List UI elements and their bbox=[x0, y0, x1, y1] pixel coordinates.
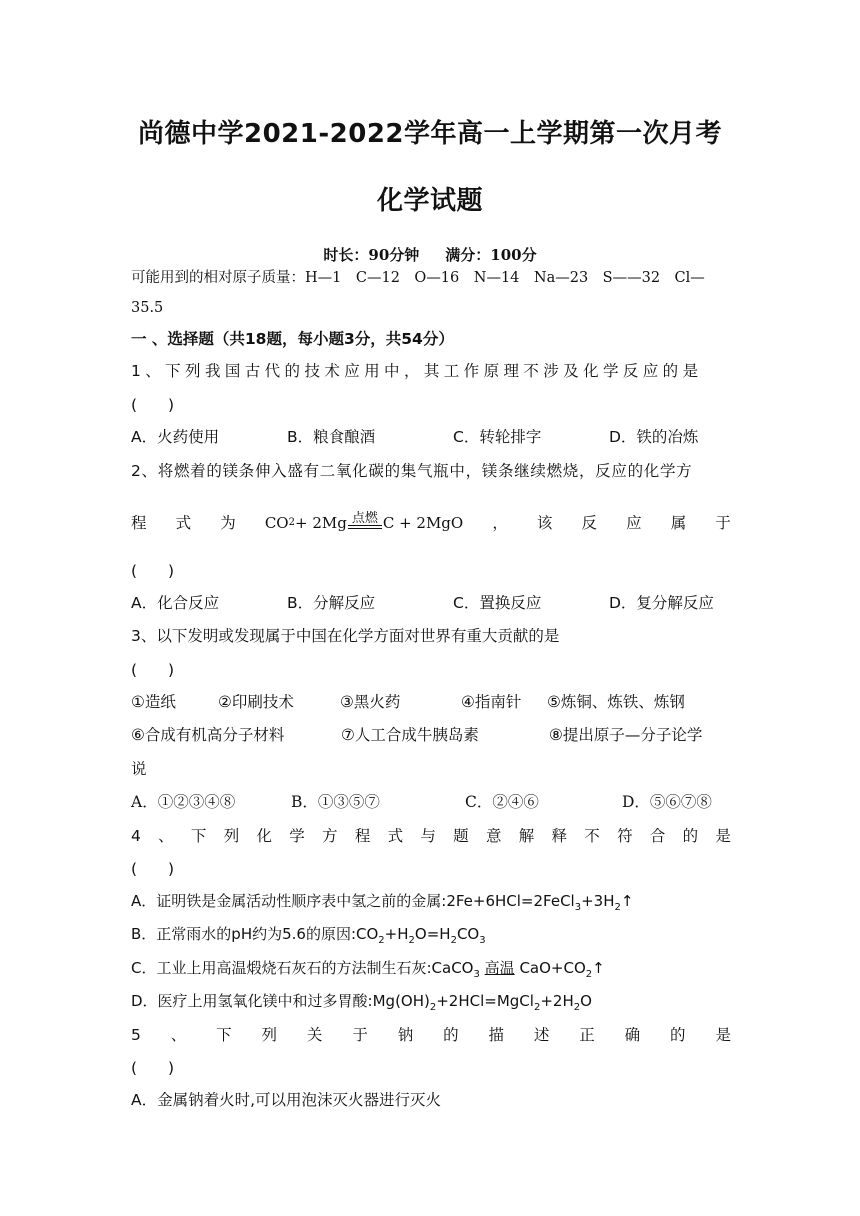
stem-char: 钠 bbox=[397, 1026, 414, 1044]
q4-b-text4: CO bbox=[456, 925, 480, 943]
q2-word: 反 bbox=[581, 514, 598, 532]
q4-option-d[interactable] bbox=[131, 990, 731, 1019]
q3-item: ⑤炼铜、炼铁、炼钢 bbox=[547, 693, 685, 711]
q3-item: ⑧提出原子—分子论学 bbox=[549, 726, 703, 744]
stem-char: 不 bbox=[584, 827, 600, 845]
q2-eq-left-sub: 2 bbox=[288, 517, 295, 528]
q4-d-sub: 2 bbox=[429, 1002, 437, 1013]
q1-paren: ( ) bbox=[131, 396, 175, 414]
atomic-masses-line1: 可能用到的相对原子质量：H—1 C—12 O—16 N—14 Na—23 S——32 Cl— bbox=[131, 270, 705, 286]
q4-c-sub: 3 bbox=[473, 969, 480, 980]
stem-char: 学 bbox=[289, 827, 305, 845]
q5-option-a[interactable]: A．金属钠着火时,可以用泡沫灭火器进行灭火 bbox=[131, 1091, 442, 1109]
stem-char: 于 bbox=[352, 1026, 368, 1044]
exam-subtitle: 化学试题 bbox=[376, 186, 483, 216]
q4-c-condition: 高温 bbox=[484, 959, 515, 977]
stem-char: 式 bbox=[387, 827, 404, 845]
stem-char: 解 bbox=[518, 827, 535, 845]
stem-char: 释 bbox=[551, 827, 568, 845]
q4-d-text4: O bbox=[580, 992, 592, 1010]
stem-char: 与 bbox=[420, 827, 436, 845]
q4-b-sub: 2 bbox=[378, 935, 385, 946]
q4-b-text: B．正常雨水的pH约为5.6的原因:CO bbox=[131, 925, 379, 943]
q4-b-text3: O=H bbox=[414, 925, 451, 943]
stem-char: 程 bbox=[354, 827, 371, 845]
q2-word: 属 bbox=[670, 514, 687, 532]
q3-option-c[interactable]: C．②④⑥ bbox=[465, 793, 539, 811]
stem-char: 是 bbox=[715, 1026, 731, 1044]
q2-word: 为 bbox=[220, 514, 236, 532]
q3-item: ①造纸 bbox=[131, 693, 176, 711]
q5-stem bbox=[131, 1024, 731, 1046]
q4-d-sub2: 2 bbox=[533, 1002, 541, 1013]
q4-a-sub: 3 bbox=[574, 902, 582, 913]
q3-options bbox=[131, 791, 731, 813]
stem-char: 的 bbox=[682, 827, 699, 845]
stem-char: 正 bbox=[579, 1026, 595, 1044]
duration: 时长：90分钟 bbox=[323, 246, 420, 264]
q3-item: ⑥合成有机高分子材料 bbox=[131, 726, 285, 744]
exam-meta bbox=[0, 244, 860, 265]
stem-char: 合 bbox=[649, 827, 666, 845]
stem-char: 列 bbox=[261, 1026, 278, 1044]
q4-d-text: D．医疗上用氢氧化镁中和过多胃酸:Mg(OH) bbox=[131, 992, 430, 1010]
q1-option-c[interactable]: C．转轮排字 bbox=[453, 428, 542, 446]
exam-title: 尚德中学2021-2022学年高一上学期第一次月考 bbox=[137, 119, 723, 149]
q4-option-c[interactable] bbox=[131, 957, 731, 986]
q2-comma: ， bbox=[492, 514, 508, 532]
full-score: 满分：100分 bbox=[445, 246, 537, 264]
q3-item: ④指南针 bbox=[461, 693, 522, 711]
q4-stem bbox=[131, 825, 731, 847]
stem-char: 关 bbox=[306, 1026, 323, 1044]
q2-word: 该 bbox=[536, 514, 553, 532]
q2-word: 应 bbox=[626, 514, 642, 532]
q3-item: ②印刷技术 bbox=[218, 693, 294, 711]
stem-char: 的 bbox=[443, 1026, 459, 1044]
q2-eq-left: CO bbox=[264, 514, 289, 532]
stem-char: 化 bbox=[256, 827, 272, 845]
stem-char: 5 bbox=[131, 1026, 141, 1044]
q1-stem: 1、下列我国古代的技术应用中，其工作原理不涉及化学反应的是 bbox=[131, 362, 703, 380]
q3-item: ⑦人工合成牛胰岛素 bbox=[341, 726, 479, 744]
q2-stem: 2、将燃着的镁条伸入盛有二氧化碳的集气瓶中，镁条继续燃烧，反应的化学方 bbox=[131, 462, 693, 480]
q4-d-sub3: 2 bbox=[573, 1002, 581, 1013]
stem-char: 的 bbox=[670, 1026, 686, 1044]
stem-char: 题 bbox=[453, 827, 469, 845]
stem-char: 下 bbox=[216, 1026, 232, 1044]
q2-equals-sign bbox=[348, 525, 382, 529]
q2-eq-right: C + 2MgO bbox=[382, 514, 464, 532]
q2-option-d[interactable]: D．复分解反应 bbox=[609, 594, 714, 612]
q2-word: 式 bbox=[175, 514, 192, 532]
q2-condition-text: 点燃 bbox=[351, 511, 378, 526]
q4-c-text2: CaO+CO bbox=[519, 959, 586, 977]
stem-char: 意 bbox=[485, 827, 502, 845]
q1-option-d[interactable]: D．铁的冶炼 bbox=[609, 428, 699, 446]
q2-option-b[interactable]: B．分解反应 bbox=[287, 594, 376, 612]
q3-stem: 3、以下发明或发现属于中国在化学方面对世界有重大贡献的是 bbox=[131, 627, 560, 645]
stem-char: 、 bbox=[170, 1026, 187, 1044]
q2-eq-mid: + 2Mg bbox=[294, 514, 347, 532]
q4-d-text3: +2H bbox=[540, 992, 574, 1010]
stem-char: 符 bbox=[617, 827, 633, 845]
q3-items-row2 bbox=[131, 724, 731, 746]
q2-word: 于 bbox=[715, 514, 731, 532]
q5-paren: ( ) bbox=[131, 1059, 175, 1077]
q3-option-a[interactable]: A．①②③④⑧ bbox=[131, 793, 236, 811]
q2-paren: ( ) bbox=[131, 562, 175, 580]
section-heading: 一 、选择题（共18题，每小题3分，共54分） bbox=[131, 330, 454, 348]
q4-b-sub2: 2 bbox=[408, 935, 415, 946]
stem-char: 方 bbox=[322, 827, 338, 845]
q4-paren: ( ) bbox=[131, 860, 175, 878]
q2-chemical-equation bbox=[265, 512, 463, 534]
atomic-masses-line2: 35.5 bbox=[131, 300, 164, 316]
q4-a-text: A．证明铁是金属活动性顺序表中氢之前的金属:2Fe+6HCl=2FeCl bbox=[131, 892, 575, 910]
q4-b-sub3: 2 bbox=[450, 935, 457, 946]
stem-char: 描 bbox=[488, 1026, 504, 1044]
up-arrow-icon: ↑ bbox=[592, 959, 605, 977]
q4-c-sub2: 2 bbox=[585, 969, 593, 980]
q3-option-d[interactable]: D．⑤⑥⑦⑧ bbox=[622, 793, 712, 811]
q3-item: ③黑火药 bbox=[340, 693, 401, 711]
q4-d-text2: +2HCl=MgCl bbox=[436, 992, 534, 1010]
stem-char: 列 bbox=[223, 827, 240, 845]
q2-option-a[interactable]: A．化合反应 bbox=[131, 594, 220, 612]
stem-char: 4 bbox=[131, 827, 141, 845]
stem-char: 述 bbox=[533, 1026, 550, 1044]
q1-option-a[interactable]: A．火药使用 bbox=[131, 428, 220, 446]
q2-eq-condition bbox=[348, 512, 382, 534]
stem-char: 是 bbox=[715, 827, 731, 845]
q4-a-text2: +3H bbox=[581, 892, 615, 910]
q3-items-row1 bbox=[131, 691, 731, 713]
stem-char: 确 bbox=[624, 1026, 641, 1044]
q3-paren: ( ) bbox=[131, 661, 175, 679]
up-arrow-icon: ↑ bbox=[620, 892, 634, 910]
stem-char: 下 bbox=[190, 827, 207, 845]
q3-option-b[interactable]: B．①③⑤⑦ bbox=[291, 793, 380, 811]
q2-options bbox=[131, 592, 731, 614]
q2-equation-line bbox=[131, 494, 731, 534]
q4-a-sub2: 2 bbox=[614, 902, 621, 913]
q2-word: 程 bbox=[131, 514, 147, 532]
q4-b-text2: +H bbox=[384, 925, 409, 943]
q4-b-sub4: 3 bbox=[479, 935, 486, 946]
q4-option-a[interactable] bbox=[131, 890, 731, 919]
q2-option-c[interactable]: C．置换反应 bbox=[453, 594, 542, 612]
q1-option-b[interactable]: B．粮食酿酒 bbox=[287, 428, 376, 446]
q1-options bbox=[131, 426, 731, 448]
q4-c-text: C．工业上用高温煅烧石灰石的方法制生石灰:CaCO bbox=[131, 959, 474, 977]
q3-items-row3: 说 bbox=[131, 760, 147, 778]
q4-option-b[interactable] bbox=[131, 923, 731, 952]
stem-char: 、 bbox=[158, 827, 174, 845]
